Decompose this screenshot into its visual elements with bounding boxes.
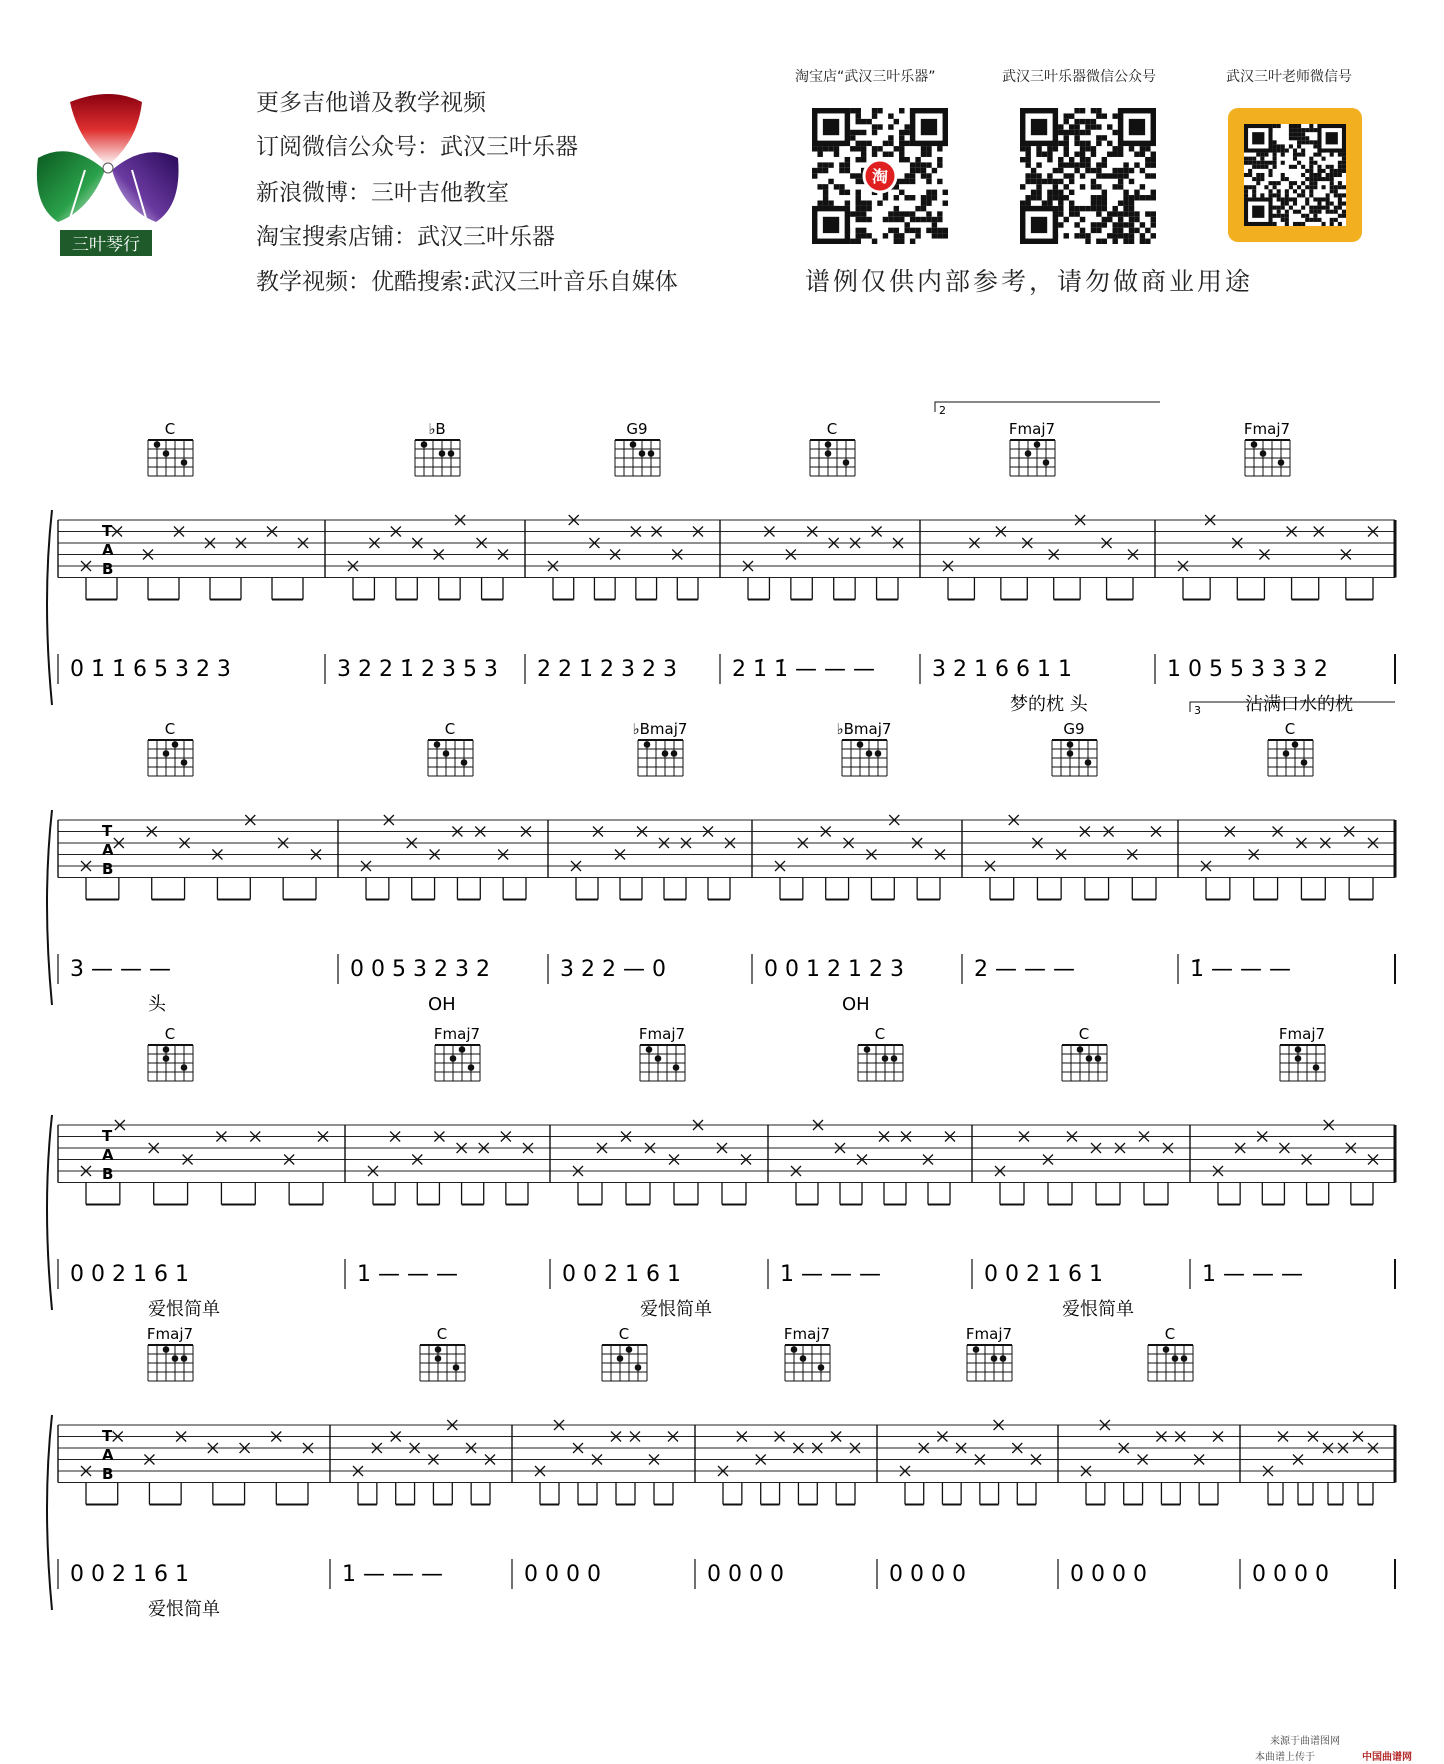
volta-number: 3 bbox=[1194, 704, 1201, 717]
chord-diagram bbox=[810, 420, 855, 476]
tab-clef-letter: A bbox=[102, 1146, 114, 1164]
numbered-notation: 0 0 0 0 bbox=[1252, 1562, 1329, 1587]
lyric: 爱恨简单 bbox=[1062, 1299, 1134, 1320]
chord-diagram bbox=[837, 720, 892, 776]
numbered-notation: 2 1̇ 1̇ — — — bbox=[732, 657, 875, 682]
chord-name: C bbox=[1164, 1325, 1176, 1343]
volta-number: 2 bbox=[939, 404, 946, 417]
numbered-notation: 3 2 2 1̇ 2 3 5 3 bbox=[337, 657, 498, 682]
logo-text: 三叶琴行 bbox=[72, 235, 140, 255]
numbered-notation: 0 0 0 0 bbox=[889, 1562, 966, 1587]
chord-name: ♭Bmaj7 bbox=[836, 720, 892, 738]
tab-clef-letter: T bbox=[102, 1427, 113, 1445]
lyric: 梦的枕 头 bbox=[1010, 694, 1088, 715]
chord-name: ♭Bmaj7 bbox=[632, 720, 688, 738]
chord-diagram bbox=[784, 1325, 830, 1381]
chord-name: C bbox=[1078, 1025, 1090, 1043]
tab-clef-letter: A bbox=[102, 541, 114, 559]
chord-name: C bbox=[826, 420, 838, 438]
system-row-2 bbox=[47, 702, 1395, 1015]
numbered-notation: 0 0 2 1 6 1 bbox=[70, 1562, 189, 1587]
numbered-notation: 0 0 0 0 bbox=[1070, 1562, 1147, 1587]
numbered-notation: 2 — — — bbox=[974, 957, 1075, 982]
numbered-notation: 1 — — — bbox=[780, 1262, 881, 1287]
qr-caption-wechat-official: 武汉三叶乐器微信公众号 bbox=[1002, 69, 1156, 85]
lyric: 头 bbox=[148, 994, 166, 1015]
disclaimer: 谱例仅供内部参考，请勿做商业用途 bbox=[805, 267, 1254, 296]
numbered-notation: 0 0 2 1 6 1 bbox=[984, 1262, 1103, 1287]
chord-diagram bbox=[1268, 720, 1313, 776]
chord-diagram bbox=[1279, 1025, 1325, 1081]
chord-diagram bbox=[415, 420, 460, 476]
info-line-4: 淘宝搜索店铺：武汉三叶乐器 bbox=[256, 224, 555, 250]
numbered-notation: 1 — — — bbox=[357, 1262, 458, 1287]
tab-clef-letter: T bbox=[102, 522, 113, 540]
tab-clef-letter: B bbox=[102, 1165, 114, 1183]
info-line-1: 更多吉他谱及教学视频 bbox=[256, 90, 486, 116]
info-line-2: 订阅微信公众号：武汉三叶乐器 bbox=[256, 134, 578, 160]
chord-diagram bbox=[148, 1025, 193, 1081]
numbered-notation: 0 0 1 2 1 2 3 bbox=[764, 957, 904, 982]
numbered-notation: 0 0 2 1 6 1 bbox=[70, 1262, 189, 1287]
numbered-notation: 1̇ — — — bbox=[1190, 957, 1291, 982]
numbered-notation: 1 — — — bbox=[342, 1562, 443, 1587]
system-row-4 bbox=[47, 1325, 1395, 1620]
numbered-notation: 3 2 2 — 0 bbox=[560, 957, 666, 982]
chord-diagram bbox=[602, 1325, 647, 1381]
tab-clef-letter: B bbox=[102, 560, 114, 578]
chord-diagram bbox=[1009, 420, 1055, 476]
chord-diagram bbox=[966, 1325, 1012, 1381]
chord-name: ♭B bbox=[428, 420, 446, 438]
chord-diagram bbox=[1244, 420, 1290, 476]
chord-name: Fmaj7 bbox=[1243, 420, 1291, 438]
chord-name: C bbox=[1284, 720, 1296, 738]
footer-brand: 中国曲谱网 bbox=[1362, 1752, 1412, 1763]
qr-caption-wechat-teacher: 武汉三叶老师微信号 bbox=[1226, 69, 1352, 85]
numbered-notation: 0 0 0 0 bbox=[707, 1562, 784, 1587]
chord-name: C bbox=[444, 720, 456, 738]
chord-name: C bbox=[164, 1025, 176, 1043]
chord-name: Fmaj7 bbox=[146, 1325, 194, 1343]
tab-clef-letter: T bbox=[102, 1127, 113, 1145]
chord-name: Fmaj7 bbox=[1008, 420, 1056, 438]
system-row-1 bbox=[47, 402, 1395, 715]
tab-clef-letter: B bbox=[102, 860, 114, 878]
chord-name: C bbox=[618, 1325, 630, 1343]
chord-diagram bbox=[1052, 720, 1097, 776]
chord-name: Fmaj7 bbox=[965, 1325, 1013, 1343]
info-line-3: 新浪微博：三叶吉他教室 bbox=[256, 180, 509, 206]
tab-clef-letter: A bbox=[102, 1446, 114, 1464]
chord-name: C bbox=[874, 1025, 886, 1043]
footer-credit-right: 来源于曲谱图网 bbox=[1270, 1736, 1340, 1747]
chord-name: C bbox=[436, 1325, 448, 1343]
chord-diagram bbox=[148, 420, 193, 476]
numbered-notation: 0 0 0 0 bbox=[524, 1562, 601, 1587]
lyric: OH bbox=[842, 994, 870, 1015]
footer-credit-left: 本曲谱上传于 bbox=[1255, 1752, 1315, 1763]
chord-name: C bbox=[164, 420, 176, 438]
chord-name: G9 bbox=[626, 420, 648, 438]
chord-diagram bbox=[1148, 1325, 1193, 1381]
chord-diagram bbox=[147, 1325, 193, 1381]
numbered-notation: 0 0 2 1 6 1 bbox=[562, 1262, 681, 1287]
svg-text:淘: 淘 bbox=[871, 167, 889, 186]
chord-name: Fmaj7 bbox=[783, 1325, 831, 1343]
lyric: OH bbox=[428, 994, 456, 1015]
numbered-notation: 0 0 5 3 2 3 2 bbox=[350, 957, 490, 982]
numbered-notation: 1 0 5 5 3 3 3 2 bbox=[1167, 657, 1328, 682]
lyric: 爱恨简单 bbox=[148, 1599, 220, 1620]
chord-name: Fmaj7 bbox=[638, 1025, 686, 1043]
lyric: 爱恨简单 bbox=[640, 1299, 712, 1320]
system-row-3 bbox=[47, 1025, 1395, 1320]
chord-diagram bbox=[428, 720, 473, 776]
lyric: 爱恨简单 bbox=[148, 1299, 220, 1320]
tab-clef-letter: A bbox=[102, 841, 114, 859]
chord-name: Fmaj7 bbox=[433, 1025, 481, 1043]
numbered-notation: 3 2 1 6 6 1 1 bbox=[932, 657, 1072, 682]
numbered-notation: 2 2 1̇ 2 3 2 3 bbox=[537, 657, 677, 682]
chord-diagram bbox=[148, 720, 193, 776]
tab-clef-letter: T bbox=[102, 822, 113, 840]
chord-name: C bbox=[164, 720, 176, 738]
tab-clef-letter: B bbox=[102, 1465, 114, 1483]
chord-diagram bbox=[434, 1025, 480, 1081]
chord-diagram bbox=[639, 1025, 685, 1081]
chord-diagram bbox=[615, 420, 660, 476]
chord-diagram bbox=[633, 720, 688, 776]
lyric: 沾满口水的枕 bbox=[1245, 694, 1353, 715]
chord-diagram bbox=[420, 1325, 465, 1381]
chord-name: G9 bbox=[1063, 720, 1085, 738]
chord-name: Fmaj7 bbox=[1278, 1025, 1326, 1043]
chord-diagram bbox=[858, 1025, 903, 1081]
chord-diagram bbox=[1062, 1025, 1107, 1081]
numbered-notation: 0 1̇ 1̇ 6 5 3 2 3 bbox=[70, 657, 231, 682]
numbered-notation: 3 — — — bbox=[70, 957, 171, 982]
numbered-notation: 1 — — — bbox=[1202, 1262, 1303, 1287]
info-line-5: 教学视频：优酷搜索:武汉三叶音乐自媒体 bbox=[256, 269, 678, 295]
qr-caption-taobao: 淘宝店“武汉三叶乐器” bbox=[795, 69, 936, 85]
